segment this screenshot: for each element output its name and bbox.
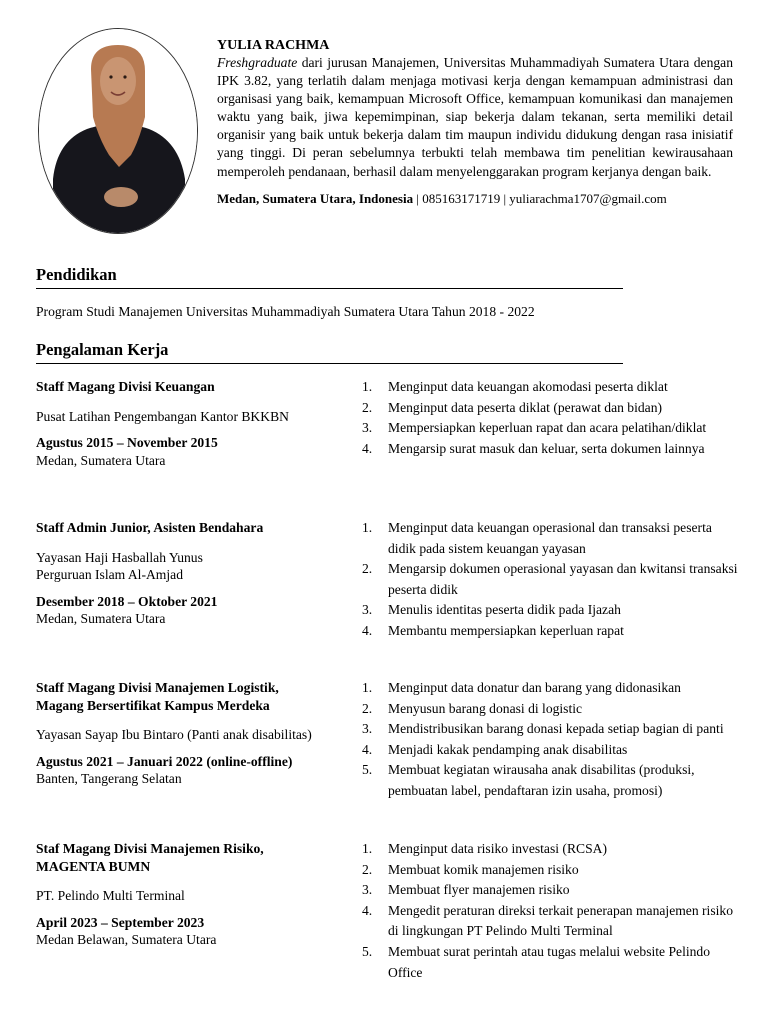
duty-item — [362, 740, 738, 761]
education-heading: Pendidikan — [36, 265, 623, 289]
duty-number: 3. — [362, 602, 373, 618]
duty-item — [362, 678, 738, 699]
duty-text: Menginput data donatur dan barang yang didonasikan — [388, 680, 681, 695]
job-details — [36, 840, 366, 949]
duty-item — [362, 760, 738, 801]
summary-highlight: Freshgraduate — [217, 55, 298, 70]
duty-item — [362, 559, 738, 600]
duty-number: 4. — [362, 902, 373, 918]
duty-text: Membuat flyer manajemen risiko — [388, 882, 570, 898]
duty-item — [362, 439, 738, 460]
duty-number: 2. — [362, 399, 373, 415]
duty-text: Menjadi kakak pendamping anak disabilitas — [388, 741, 628, 757]
job-organization-line: Yayasan Sayap Ibu Bintaro (Panti anak disabilitas) — [36, 727, 312, 742]
job-duties-list — [362, 678, 738, 802]
job-title — [36, 679, 366, 714]
duty-item — [362, 600, 738, 621]
contact-location: Medan, Sumatera Utara, Indonesia — [217, 190, 414, 206]
duty-text: Menulis identitas peserta didik pada Ijazah — [388, 602, 621, 618]
job-details — [36, 378, 366, 469]
job-location: Banten, Tangerang Selatan — [36, 771, 182, 786]
job-location: Medan, Sumatera Utara — [36, 452, 166, 468]
duty-number: 3. — [362, 420, 373, 436]
job-organization — [36, 887, 366, 905]
job-organization-line: Pusat Latihan Pengembangan Kantor BKKBN — [36, 408, 289, 424]
duty-item — [362, 860, 738, 881]
job-period: Desember 2018 – Oktober 2021 — [36, 593, 218, 609]
duty-number: 5. — [362, 943, 373, 959]
duty-number: 3. — [362, 721, 373, 737]
professional-summary — [217, 54, 733, 181]
duty-text: Menginput data peserta diklat (perawat dan bidan) — [388, 399, 663, 415]
job-title-line: Magang Bersertifikat Kampus Merdeka — [36, 697, 270, 713]
duty-number: 4. — [362, 741, 373, 757]
job-organization-line: Perguruan Islam Al-Amjad — [36, 567, 183, 582]
contact-phone-email: | 085163171719 | yuliarachma1707@gmail.com — [413, 190, 667, 206]
duty-text: Mengedit peraturan direksi terkait penerapan manajemen risiko di lingkungan PT Pelindo Multi Terminal — [388, 902, 733, 939]
duty-item — [362, 901, 738, 942]
duty-number: 2. — [362, 561, 373, 577]
duty-item — [362, 398, 738, 419]
job-title-line: Staff Admin Junior, Asisten Bendahara — [36, 520, 264, 535]
duty-number: 2. — [362, 700, 373, 716]
duty-item — [362, 719, 738, 740]
job-title — [36, 519, 366, 537]
duty-number: 4. — [362, 440, 373, 456]
job-location: Medan, Sumatera Utara — [36, 611, 166, 626]
job-organization-line: PT. Pelindo Multi Terminal — [36, 888, 185, 903]
duty-number: 2. — [362, 861, 373, 877]
duty-number: 1. — [362, 520, 373, 535]
duty-item — [362, 942, 738, 983]
duty-text: Membuat komik manajemen risiko — [388, 861, 579, 877]
duty-text: Menyusun barang donasi di logistic — [388, 700, 583, 716]
job-title — [36, 840, 366, 875]
duty-text: Membuat surat perintah atau tugas melalui website Pelindo Office — [388, 943, 711, 980]
duty-item — [362, 880, 738, 901]
duty-number: 1. — [362, 379, 373, 394]
job-title-line: MAGENTA BUMN — [36, 858, 151, 874]
contact-line — [217, 191, 733, 207]
duty-number: 3. — [362, 882, 373, 898]
resume-header — [217, 38, 733, 207]
job-organization — [36, 549, 366, 584]
duty-item — [362, 621, 738, 642]
person-portrait — [39, 29, 197, 233]
job-period: Agustus 2015 – November 2015 — [36, 435, 218, 450]
duty-text: Mengarsip dokumen operasional yayasan dan kwitansi transaksi peserta didik — [388, 561, 738, 597]
job-organization-line: Yayasan Haji Hasballah Yunus — [36, 549, 203, 565]
duty-number: 5. — [362, 762, 373, 778]
duty-item — [362, 418, 738, 439]
duty-item — [362, 518, 738, 559]
job-duties-list — [362, 518, 738, 642]
experience-heading: Pengalaman Kerja — [36, 340, 623, 364]
education-entry: Program Studi Manajemen Universitas Muhammadiyah Sumatera Utara Tahun 2018 - 2022 — [36, 304, 535, 319]
duty-number: 4. — [362, 622, 373, 638]
profile-photo — [38, 28, 198, 234]
duty-item — [362, 839, 738, 860]
duty-text: Menginput data keuangan operasional dan transaksi peserta didik pada sistem keuangan yayasan — [388, 520, 712, 556]
job-title-line: Staf Magang Divisi Manajemen Risiko, — [36, 841, 264, 856]
duty-number: 1. — [362, 841, 373, 856]
job-duties-list — [362, 839, 738, 983]
duty-text: Menginput data keuangan akomodasi peserta diklat — [388, 379, 668, 394]
duty-item — [362, 699, 738, 720]
job-duties-list — [362, 377, 738, 459]
job-title-line: Staff Magang Divisi Keuangan — [36, 379, 215, 394]
job-organization — [36, 726, 366, 744]
job-period: April 2023 – September 2023 — [36, 914, 205, 930]
job-details — [36, 519, 366, 628]
duty-text: Membantu mempersiapkan keperluan rapat — [388, 622, 624, 638]
duty-text: Menginput data risiko investasi (RCSA) — [388, 841, 607, 856]
duty-text: Membuat kegiatan wirausaha anak disabilitas (produksi, pembuatan label, pendaftaran izin usaha, promosi) — [388, 762, 695, 798]
duty-text: Mempersiapkan keperluan rapat dan acara pelatihan/diklat — [388, 420, 707, 436]
job-title-line: Staff Magang Divisi Manajemen Logistik, — [36, 680, 279, 695]
duty-item — [362, 377, 738, 398]
candidate-name: YULIA RACHMA — [217, 38, 330, 53]
duty-text: Mendistribusikan barang donasi kepada setiap bagian di panti — [388, 721, 724, 737]
summary-text: dari jurusan Manajemen, Universitas Muhammadiyah Sumatera Utara dengan IPK 3.82, yang terlatih dalam menjaga motivasi kerja dengan kemampuan administrasi dan organisasi yang baik, kemampuan Microsoft Office, kemampuan komunikasi dan manajemen waktu yang baik, jiwa kepemimpinan, siap bekerja dalam tekanan, serta memiliki detail organisir yang baik untuk bekerja dalam tim maupun individu didukung dengan rasa inisiatif yang tinggi. Di peran sebelumnya terbukti telah membawa tim penelitian kewirausahaan memperoleh pendanaan, berhasil dalam menyelenggarakan program kerjanya dengan baik. — [217, 55, 733, 179]
job-title — [36, 378, 366, 396]
job-location: Medan Belawan, Sumatera Utara — [36, 932, 217, 947]
job-details — [36, 679, 366, 788]
job-organization — [36, 408, 366, 426]
job-period: Agustus 2021 – Januari 2022 (online-offline) — [36, 753, 293, 769]
duty-number: 1. — [362, 680, 373, 695]
duty-text: Mengarsip surat masuk dan keluar, serta dokumen lainnya — [388, 440, 705, 456]
